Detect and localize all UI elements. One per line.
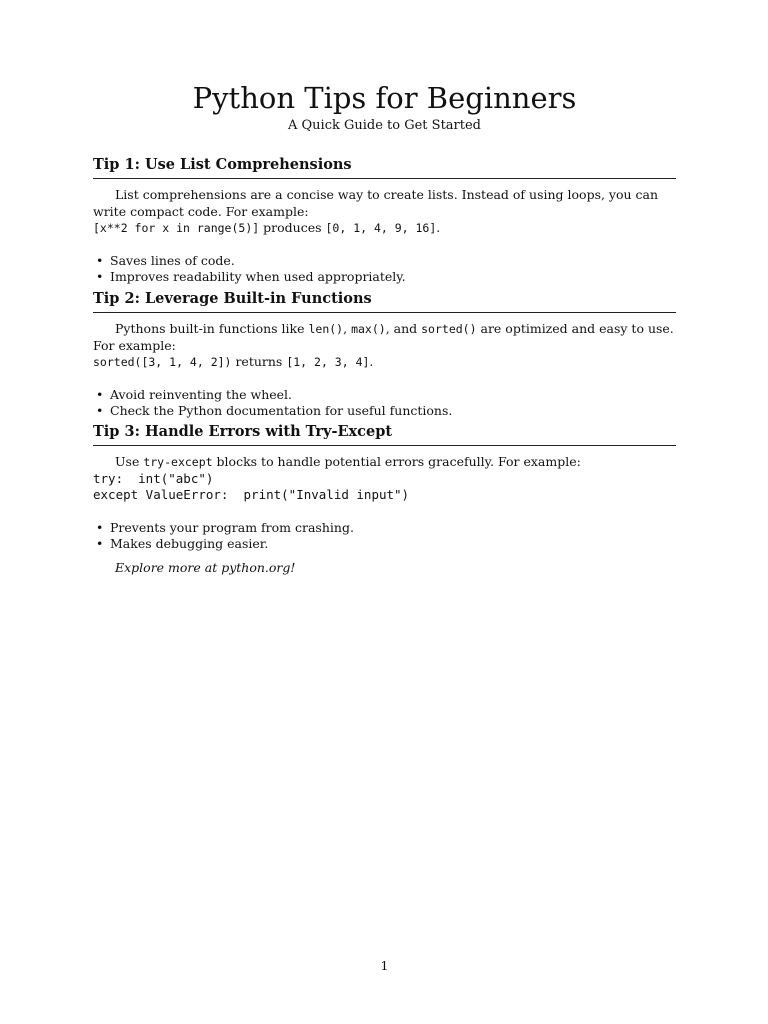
bullet-icon: • (96, 403, 104, 418)
tip-2-example (93, 354, 676, 371)
list-item (93, 520, 676, 537)
list-item (93, 536, 676, 553)
tip-1-intro: List comprehensions are a concise way to create lists. Instead of using loops, you can write compact code. For example: (93, 187, 659, 219)
tip-3-heading: Tip 3: Handle Errors with Try-Except (93, 423, 676, 446)
page-number: 1 (380, 958, 389, 973)
tip-1-section (93, 156, 676, 286)
bullet-icon: • (96, 252, 104, 268)
list-item (93, 269, 676, 286)
document-title: Python Tips for Beginners (192, 81, 577, 115)
tip-2-example-result: [1, 2, 3, 4] (286, 355, 370, 369)
tip-1-example-end: . (436, 220, 441, 235)
tip-2-intro-post: are optimized and easy to use. For example: (93, 321, 674, 353)
list-item-text: Prevents your program from crashing. (110, 519, 354, 535)
list-item-text: Avoid reinventing the wheel. (110, 386, 293, 402)
list-item-text: Makes debugging easier. (110, 536, 269, 551)
tip-3-intro (93, 454, 676, 471)
tip-1-example (93, 220, 676, 237)
list-item-text: Improves readability when used appropriately. (110, 269, 406, 284)
list-item (93, 253, 676, 270)
tip-3-section (93, 423, 676, 553)
tip-2-example-end: . (369, 354, 374, 369)
document-page (93, 0, 676, 1024)
tip-2-intro-pre: Pythons built-in functions like (115, 321, 309, 336)
bullet-icon: • (96, 386, 104, 402)
tip-1-example-result: [0, 1, 4, 9, 16] (325, 221, 437, 235)
tip-3-intro-post: blocks to handle potential errors gracefully. For example: (212, 454, 581, 469)
tip-3-code-line-1: try: int("abc") (93, 470, 214, 486)
tip-3-code-line-2: except ValueError: print("Invalid input") (93, 487, 410, 502)
tip-1-example-mid: produces (259, 220, 326, 235)
bullet-icon: • (96, 519, 104, 535)
tip-3-bullet-list (93, 520, 676, 553)
tip-2-fn-len: len() (308, 322, 344, 336)
document-subtitle: A Quick Guide to Get Started (287, 118, 481, 133)
tip-1-heading: Tip 1: Use List Comprehensions (93, 156, 676, 179)
tip-2-fn-max: max() (351, 322, 386, 336)
list-item-text: Saves lines of code. (110, 252, 235, 268)
tip-1-example-code: [x**2 for x in range(5)] (93, 221, 260, 235)
tip-2-sep-2: , and (385, 321, 422, 336)
tip-2-sep-1: , (343, 321, 352, 336)
bullet-icon: • (96, 536, 104, 551)
tip-2-section (93, 290, 676, 420)
list-item-text: Check the Python documentation for useful functions. (110, 403, 453, 418)
tip-3-intro-pre: Use (115, 454, 144, 469)
tip-3-keyword: try-except (143, 455, 213, 469)
tip-2-fn-sorted: sorted() (421, 322, 477, 336)
list-item (93, 403, 676, 420)
closing-remark: Explore more at python.org! (115, 560, 296, 575)
tip-2-example-mid: returns (231, 354, 287, 369)
tip-2-intro (93, 321, 676, 354)
tip-1-bullet-list (93, 253, 676, 286)
tip-2-heading: Tip 2: Leverage Built-in Functions (93, 290, 676, 313)
bullet-icon: • (96, 269, 104, 284)
tip-2-bullet-list (93, 387, 676, 420)
list-item (93, 387, 676, 404)
tip-2-example-code: sorted([3, 1, 4, 2]) (93, 355, 232, 369)
